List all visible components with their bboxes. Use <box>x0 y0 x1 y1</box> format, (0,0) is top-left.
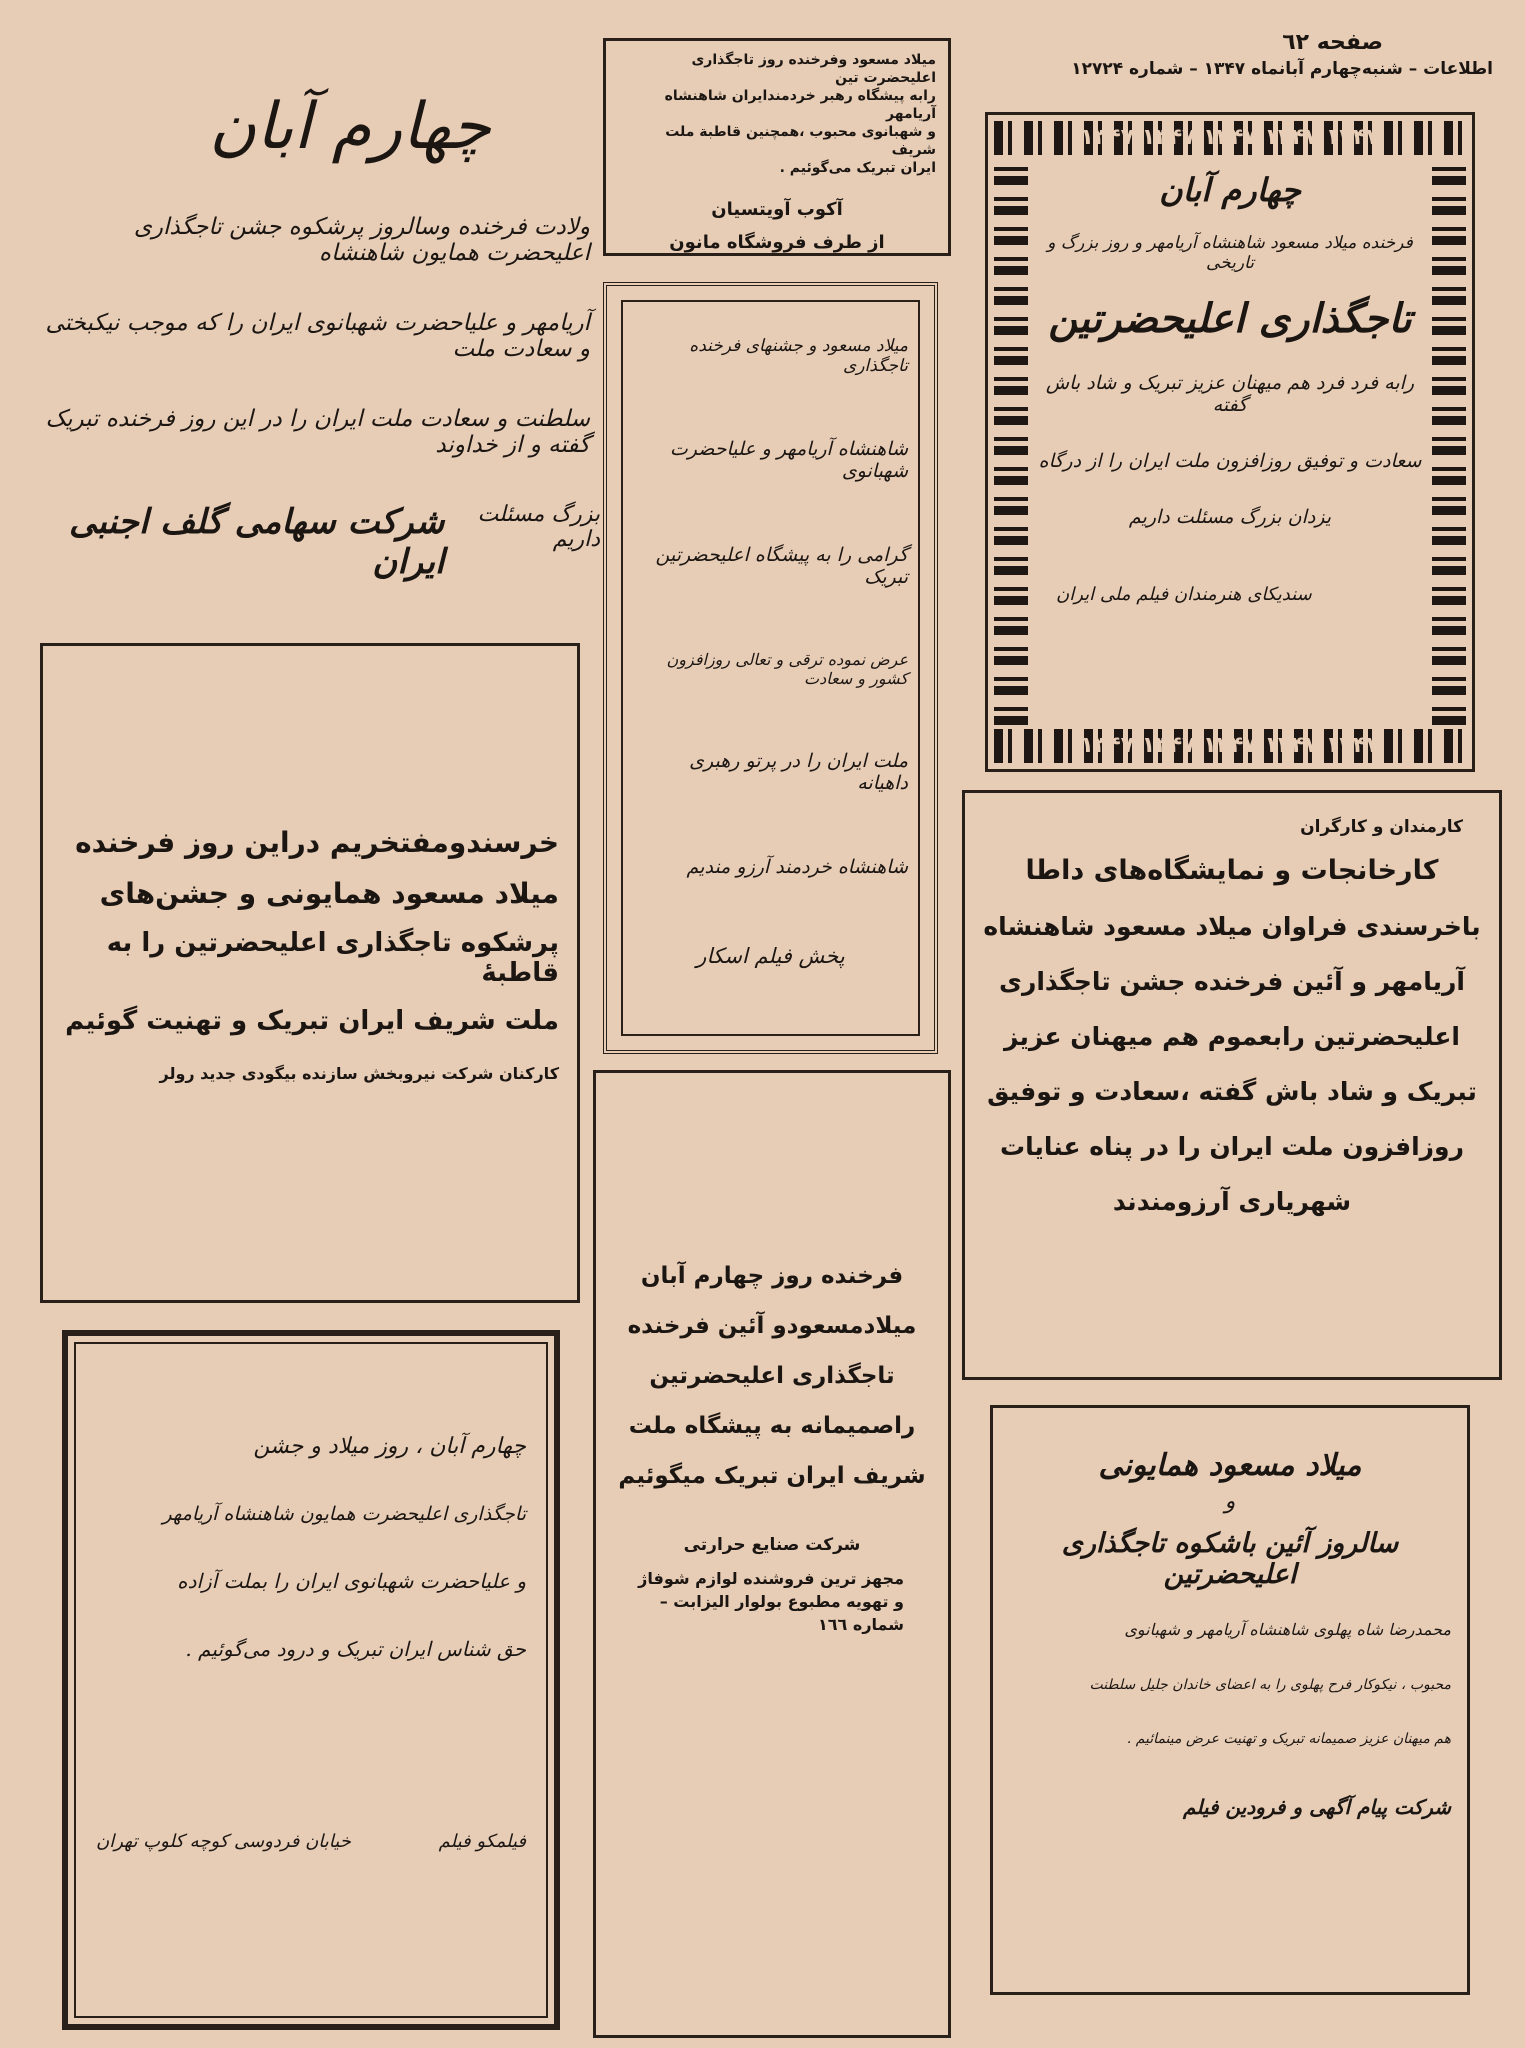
ad-film-escar-line: ملت ایران را در پرتو رهبری داهیانه <box>689 750 908 794</box>
ad-filmco-line: و علیاحضرت شهبانوی ایران را بملت آزاده <box>177 1569 526 1593</box>
ad-film-escar-line: شاهنشاه خردمند آرزو مندیم <box>686 856 908 878</box>
ad-workers-line: اعلیحضرتین رابعموم هم میهنان عزیز <box>1003 1022 1460 1051</box>
ad-golf-line: سلطنت و سعادت ملت ایران را در این روز فرخنده تبریک گفته و از خداوند <box>45 406 590 458</box>
ad-payam-connector: و <box>1224 1489 1236 1514</box>
ad-filmco-signature-address: خیابان فردوسی کوچه کلوپ تهران <box>96 1831 351 1852</box>
ad-manoon <box>603 38 951 256</box>
ad-film-union-line: رابه فرد فرد هم میهنان عزیز تبریک و شاد باش گفته <box>1045 372 1415 416</box>
ad-payam-line: هم میهنان عزیز صمیمانه تبریک و تهنیت عرض مینمائیم . <box>1126 1731 1451 1747</box>
ad-film-escar-line: عرض نموده ترقی و تعالی روزافزون کشور و سعادت <box>666 650 908 688</box>
ad-film-union-subtitle: فرخنده میلاد مسعود شاهنشاه آریامهر و روز بزرگ و تاریخی <box>1047 233 1413 273</box>
ad-manoon-signature-name: آکوب آویتسیان <box>711 199 843 220</box>
ad-filmco-line: تاجگذاری اعلیحضرت همایون شاهنشاه آریامهر <box>162 1503 526 1525</box>
ad-heater-line: شریف ایران تبریک میگوئیم <box>618 1463 926 1489</box>
ad-roller-line: میلاد مسعود همایونی و جشن‌های <box>99 877 559 910</box>
ad-heater-detail: شماره ۱٦٦ <box>818 1615 904 1634</box>
ad-golf-line: آریامهر و علیاحضرت شهبانوی ایران را که موجب نیکبختی و سعادت ملت <box>45 310 590 362</box>
ornament-border-left <box>994 159 1028 725</box>
ad-filmco <box>62 1330 560 2030</box>
ad-payam <box>990 1405 1470 1995</box>
ad-film-union <box>985 112 1475 772</box>
ad-manoon-line: رابه پیشگاه رهبر خردمندایران شاهنشاه آریامهر <box>664 88 936 122</box>
ad-heater-line: تاجگذاری اعلیحضرتین <box>649 1363 895 1389</box>
ad-film-union-signature: سندیکای هنرمندان فیلم ملی ایران <box>1056 584 1312 605</box>
ad-golf-body <box>40 214 600 458</box>
ad-roller-line: ملت شریف ایران تبریک و تهنیت گوئیم <box>65 1006 559 1036</box>
ad-roller <box>40 643 580 1303</box>
page-number: صفحه ٦٢ <box>1282 30 1383 55</box>
ad-filmco-line: حق شناس ایران تبریک و درود می‌گوئیم . <box>185 1637 526 1661</box>
ad-golf-line: بزرگ مسئلت داریم <box>477 502 600 552</box>
ad-workers-line: آریامهر و آئین فرخنده جشن تاجگذاری <box>999 967 1465 996</box>
ad-filmco-line: چهارم آبان ، روز میلاد و جشن <box>253 1434 526 1459</box>
ad-roller-line: پرشکوه تاجگذاری اعلیحضرتین را به قاطبهٔ <box>106 928 559 988</box>
ad-workers-top-label: کارمندان و کارگران <box>1300 817 1463 837</box>
ad-film-escar-signature: پخش فیلم اسکار <box>696 944 845 968</box>
ad-filmco-signature-name: فیلمکو فیلم <box>438 1831 526 1852</box>
ornament-border-right <box>1432 159 1466 725</box>
ad-workers-line: شهریاری آرزومندند <box>1112 1187 1352 1216</box>
ad-payam-line: محمدرضا شاه پهلوی شاهنشاه آریامهر و شهبانوی <box>1124 1620 1451 1639</box>
ad-workers <box>962 790 1502 1380</box>
ornament-top-digits: ۱۳۴۷ ۱۳۴۷ ۱۳۴۷ ۱۳۴۷ ۱۳۴۷ <box>1080 125 1380 150</box>
ad-workers-line: تبریک و شاد باش گفته ،سعادت و توفیق <box>987 1077 1477 1106</box>
ad-payam-title: میلاد مسعود همایونی <box>1098 1448 1362 1483</box>
page-header <box>993 30 1493 88</box>
ad-heater-detail: و تهویه مطبوع بولوار الیزابت – <box>659 1592 904 1611</box>
ad-workers-line: باخرسندی فراوان میلاد مسعود شاهنشاه <box>983 912 1481 941</box>
ad-golf-line: ولادت فرخنده وسالروز پرشکوه جشن تاجگذاری اعلیحضرت همایون شاهنشاه <box>133 214 590 266</box>
ad-manoon-line: و شهبانوی محبوب ،همچنین قاطبة ملت شریف <box>665 124 936 158</box>
ad-payam-signature: شرکت پیام آگهی و فرودین فیلم <box>1183 1795 1451 1819</box>
ad-film-union-headline: تاجگذاری اعلیحضرتین <box>1048 295 1412 342</box>
ad-manoon-line: ایران تبریک می‌گوئیم . <box>779 160 936 176</box>
ad-film-union-title: چهارم آبان <box>1159 171 1301 209</box>
ad-film-union-line: یزدان بزرگ مسئلت داریم <box>1128 506 1332 528</box>
ad-roller-signature: کارکنان شرکت نیروبخش سازنده بیگودی جدید رولر <box>159 1064 559 1083</box>
ad-heater-line: راصمیمانه به پیشگاه ملت <box>628 1413 916 1439</box>
ad-roller-line: خرسندومفتخریم دراین روز فرخنده <box>75 826 559 859</box>
issue-line: اطلاعات – شنبه‌چهارم آبانماه ۱۳۴۷ – شماره ۱۲۷۲۴ <box>1071 59 1493 79</box>
ad-heater <box>593 1070 951 2038</box>
ad-golf-signature: شرکت سهامی گلف اجنبی ایران <box>68 502 445 582</box>
ornament-border-bottom <box>994 729 1466 763</box>
ad-workers-line: روزافزون ملت ایران را در پناه عنایات <box>1000 1132 1464 1161</box>
ad-golf <box>40 70 600 610</box>
ad-payam-headline: سالروز آئین باشکوه تاجگذاری اعلیحضرتین <box>1061 1528 1399 1590</box>
ad-golf-footer <box>40 502 600 582</box>
ad-manoon-signature-company: از طرف فروشگاه مانون <box>669 232 885 253</box>
ad-payam-line: محبوب ، نیکوکار فرح پهلوی را به اعضای خاندان جلیل سلطنت <box>1089 1677 1451 1693</box>
ad-heater-line: فرخنده روز چهارم آبان <box>640 1263 904 1289</box>
ad-manoon-signature <box>618 199 936 253</box>
ad-film-escar <box>603 282 938 1054</box>
ad-heater-detail: مجهز ترین فروشنده لوازم شوفاژ <box>638 1569 904 1588</box>
ad-workers-line: کارخانجات و نمایشگاه‌های داطا <box>1025 855 1439 886</box>
ad-film-escar-line: گرامی را به پیشگاه اعلیحضرتین تبریک <box>655 544 908 588</box>
ad-golf-title: چهارم آبان <box>209 90 491 164</box>
ad-manoon-line: میلاد مسعود وفرخنده روز تاجگذاری اعلیحضرت تین <box>691 52 936 86</box>
ad-film-union-content <box>1036 171 1424 605</box>
ad-filmco-inner-frame <box>74 1342 548 2018</box>
ad-heater-company: شرکت صنایع حرارتی <box>683 1535 861 1555</box>
ad-film-escar-inner-frame <box>621 300 920 1036</box>
ad-filmco-footer <box>96 1831 526 1852</box>
ornament-border-top <box>994 121 1466 155</box>
ad-heater-line: میلادمسعودو آئین فرخنده <box>627 1313 917 1339</box>
ornament-bottom-digits: ۱۳۴۷ ۱۳۴۷ ۱۳۴۷ ۱۳۴۷ ۱۳۴۷ <box>1080 733 1380 758</box>
ad-film-escar-line: شاهنشاه آریامهر و علیاحضرت شهبانوی <box>669 438 908 482</box>
ad-film-escar-line: میلاد مسعود و جشنهای فرخنده تاجگذاری <box>689 336 908 376</box>
ad-film-union-line: سعادت و توفیق روزافزون ملت ایران را از درگاه <box>1038 450 1422 472</box>
